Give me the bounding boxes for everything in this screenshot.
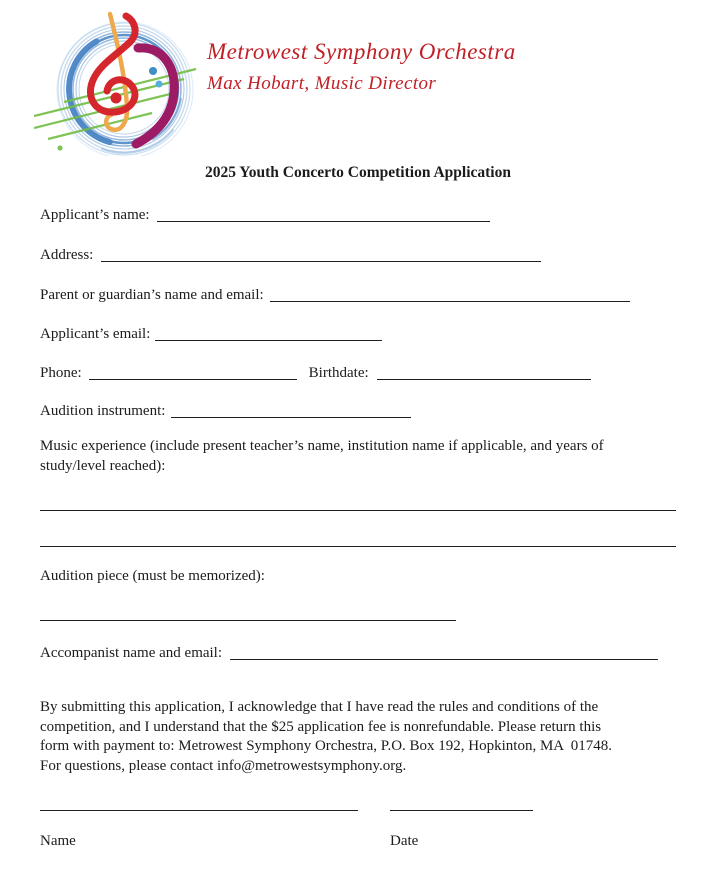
address-label: Address: (40, 247, 94, 263)
audition-instrument-blank-line (171, 406, 411, 418)
field-accompanist (40, 643, 658, 663)
phone-label: Phone: (40, 365, 82, 381)
field-applicant-email (40, 324, 382, 344)
field-music-experience (40, 437, 692, 476)
parent-guardian-label: Parent or guardian’s name and email: (40, 287, 264, 303)
applicant-name-label: Applicant’s name: (40, 207, 150, 223)
applicant-email-blank-line (155, 329, 382, 341)
accompanist-blank-line (230, 648, 658, 660)
field-audition-piece (40, 566, 265, 586)
music-experience-blank-line-1 (40, 510, 676, 511)
terms-line-2: competition, and I understand that the $25 application fee is nonrefundable. Please return this (40, 718, 602, 735)
field-phone-birthdate (40, 363, 591, 383)
music-experience-label-line-2: study/level reached): (40, 457, 166, 474)
orchestra-logo-icon (34, 6, 204, 156)
applicant-name-blank-line (157, 210, 490, 222)
field-address (40, 245, 541, 265)
audition-piece-blank-line (40, 620, 456, 621)
applicant-email-label: Applicant’s email: (40, 326, 151, 342)
signature-name-blank-line (40, 810, 358, 811)
field-parent-guardian (40, 285, 630, 305)
signature-date-blank-line (390, 810, 533, 811)
birthdate-blank-line (377, 368, 591, 380)
phone-blank-line (89, 368, 297, 380)
music-director-line: Max Hobart, Music Director (207, 73, 437, 94)
terms-line-1: By submitting this application, I acknowledge that I have read the rules and conditions of the (40, 699, 599, 715)
audition-piece-label: Audition piece (must be memorized): (40, 568, 265, 584)
field-audition-instrument (40, 401, 411, 421)
signature-name-label: Name (40, 833, 76, 849)
field-applicant-name (40, 205, 490, 225)
accompanist-label: Accompanist name and email: (40, 645, 223, 661)
music-experience-blank-line-2 (40, 546, 676, 547)
parent-guardian-blank-line (270, 290, 630, 302)
form-title: 2025 Youth Concerto Competition Application (205, 164, 511, 181)
terms-paragraph (40, 698, 692, 776)
audition-instrument-label: Audition instrument: (40, 403, 166, 419)
org-name: Metrowest Symphony Orchestra (207, 39, 516, 64)
birthdate-label: Birthdate: (308, 365, 369, 381)
terms-line-3: form with payment to: Metrowest Symphony Orchestra, P.O. Box 192, Hopkinton, MA 01748. (40, 738, 613, 754)
terms-line-4: For questions, please contact info@metrowestsymphony.org. (40, 757, 407, 774)
music-experience-label-line-1: Music experience (include present teacher’s name, institution name if applicable, and years of (40, 438, 604, 454)
signature-date-label: Date (390, 833, 419, 849)
address-blank-line (101, 250, 541, 262)
